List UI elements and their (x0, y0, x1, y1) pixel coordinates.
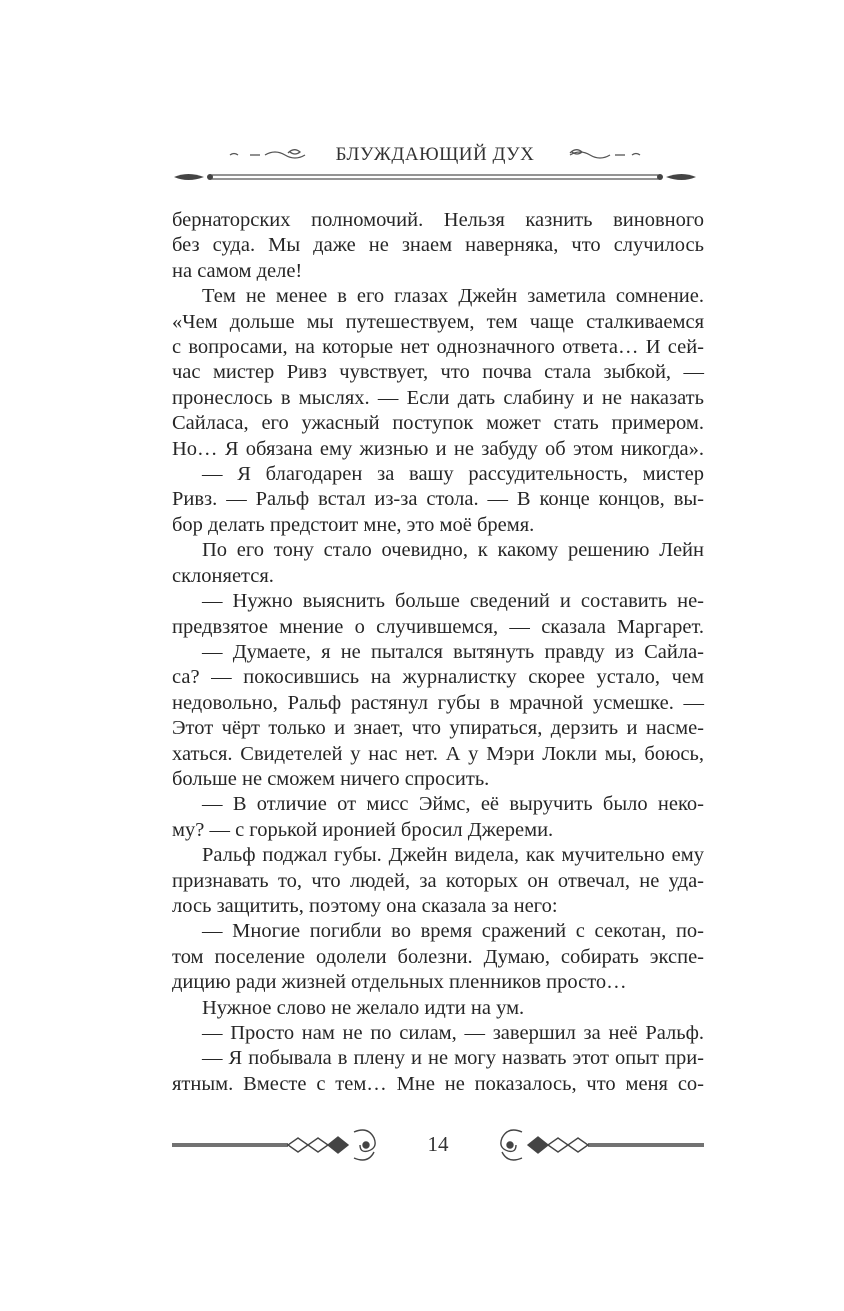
text-line: с вопросами, на которые нет однозначного ответа… И сей- (172, 336, 704, 359)
running-header (170, 128, 700, 188)
page-footer (168, 1118, 708, 1178)
text-line: са? — покосившись на журналистку скорее устало, чем (172, 666, 704, 689)
text-line: По его тону стало очевидно, к какому решению Лейн (202, 539, 704, 562)
text-line: хаться. Свидетелей у нас нет. А у Мэри Локли мы, боюсь, (172, 742, 704, 765)
page-number: 14 (427, 1132, 449, 1156)
text-line: предвзятое мнение о случившемся, — сказала Маргарет. (172, 615, 704, 638)
text-line: недовольно, Ральф растянул губы в мрачной усмешке. — (172, 691, 704, 714)
text-line: бернаторских полномочий. Нельзя казнить виновного (172, 209, 704, 231)
text-line: больше не сможем ничего спросить. (172, 767, 490, 790)
text-line: — Многие погибли во время сражений с секотан, по- (202, 920, 704, 943)
text-line: — Я побывала в плену и не могу назвать этот опыт при- (202, 1047, 704, 1070)
text-line: на самом деле! (172, 259, 303, 282)
text-line: — В отличие от мисс Эймс, её выручить было неко- (202, 793, 704, 816)
text-line: Но… Я обязана ему жизнью и не забуду об этом никогда». (172, 437, 704, 460)
text-line: дицию ради жизней отдельных пленников просто… (172, 971, 627, 994)
text-line: — Я благодарен за вашу рассудительность, мистер (202, 463, 704, 486)
text-line: — Думаете, я не пытался вытянуть правду из Сайла- (202, 640, 704, 663)
text-line: Этот чёрт только и знает, что упираться, дерзить и насме- (172, 717, 704, 740)
text-line: му? — с горькой иронией бросил Джереми. (172, 818, 554, 841)
text-line: Тем не менее в его глазах Джейн заметила сомнение. (202, 285, 704, 308)
text-line: Ральф поджал губы. Джейн видела, как мучительно ему (202, 844, 704, 867)
header-title: БЛУЖДАЮЩИЙ ДУХ (335, 144, 535, 165)
text-line: том поселение одолели болезни. Думаю, собирать экспе- (172, 945, 704, 968)
text-line: лось защитить, поэтому она сказала за него: (172, 894, 558, 917)
text-line: Нужное слово не желало идти на ум. (202, 996, 525, 1019)
text-line: — Нужно выяснить больше сведений и составить не- (202, 590, 704, 613)
text-line: ятным. Вместе с тем… Мне не показалось, что меня со- (172, 1072, 704, 1095)
text-line: склоняется. (172, 564, 274, 587)
page-body (172, 208, 704, 1097)
text-line: «Чем дольше мы путешествуем, тем чаще сталкиваемся (172, 310, 704, 333)
text-line: Ривз. — Ральф встал из-за стола. — В конце концов, вы- (172, 488, 704, 511)
text-line: без суда. Мы даже не знаем наверняка, что случилось (172, 234, 704, 257)
text-line: пронеслось в мыслях. — Если дать слабину и не наказать (172, 386, 704, 409)
text-line: Сайласа, его ужасный поступок может стать примером. (172, 412, 704, 435)
text-line: признавать то, что людей, за которых он отвечал, не уда- (172, 869, 704, 892)
text-line: — Просто нам не по силам, — завершил за неё Ральф. (202, 1022, 704, 1044)
text-line: час мистер Ривз чувствует, что почва стала зыбкой, — (172, 361, 704, 384)
text-line: бор делать предстоит мне, это моё бремя. (172, 513, 535, 536)
